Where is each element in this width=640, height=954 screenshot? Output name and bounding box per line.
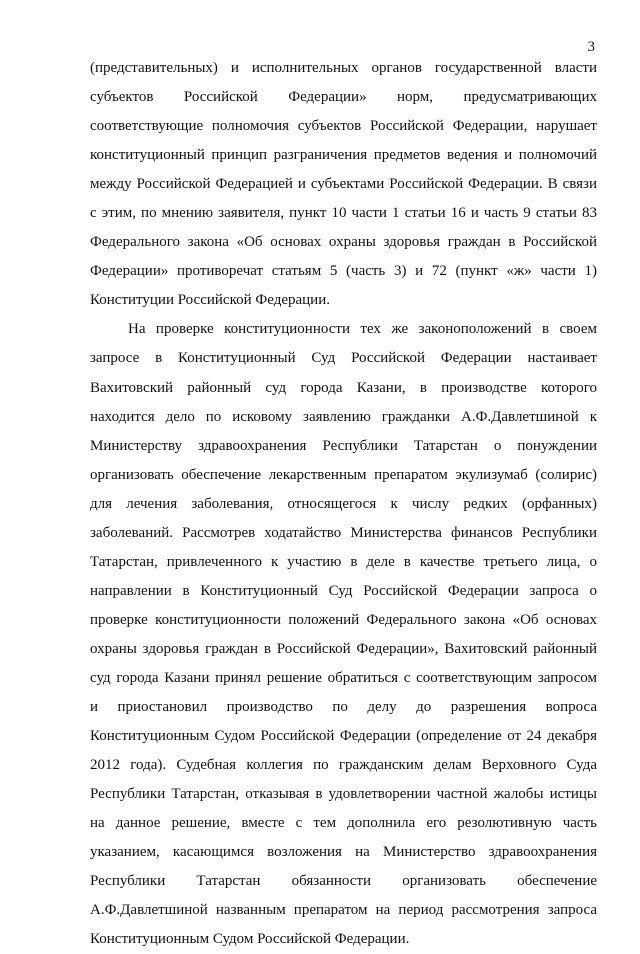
text-line: Татарстан, привлеченного к участию в деле в качестве третьего лица, о [90, 553, 597, 570]
text-line: соответствующие полномочия субъектов Российской Федерации, нарушает [90, 118, 597, 135]
text-line: 2012 года). Судебная коллегия по гражданским делам Верховного Суда [90, 757, 597, 774]
text-line: направлении в Конституционный Суд Российской Федерации запроса о [90, 582, 597, 599]
document-body [90, 54, 597, 954]
text-line: на данное решение, вместе с тем дополнила его резолютивную часть [90, 815, 597, 832]
text-line: Министерству здравоохранения Республики Татарстан о понуждении [90, 437, 597, 454]
text-line: находится дело по исковому заявлению гражданки А.Ф.Давлетшиной к [90, 408, 597, 425]
page-number: 3 [587, 39, 595, 55]
text-line: проверке конституционности положений Федерального закона «Об основах [90, 611, 597, 628]
text-line: А.Ф.Давлетшиной названным препаратом на период рассмотрения запроса [90, 902, 597, 919]
text-line: суд города Казани принял решение обратиться с соответствующим запросом [90, 669, 597, 686]
text-line: с этим, по мнению заявителя, пункт 10 части 1 статьи 16 и часть 9 статьи 83 [90, 205, 597, 222]
text-line: Конституционным Судом Российской Федерации. [90, 931, 410, 948]
text-line: указанием, касающимся возложения на Министерство здравоохранения [90, 844, 597, 861]
text-line: Конституции Российской Федерации. [90, 292, 330, 309]
text-line: Федерального закона «Об основах охраны здоровья граждан в Российской [90, 234, 597, 251]
text-line: Федерации» противоречат статьям 5 (часть 3) и 72 (пункт «ж» части 1) [90, 263, 597, 280]
text-line: между Российской Федерацией и субъектами Российской Федерации. В связи [90, 176, 597, 193]
text-line: и приостановил производство по делу до разрешения вопроса [90, 699, 597, 716]
text-line: (представительных) и исполнительных органов государственной власти [90, 60, 597, 76]
text-line: Республики Татарстан обязанности организовать обеспечение [90, 873, 597, 890]
text-line: Конституционным Судом Российской Федерации (определение от 24 декабря [90, 728, 597, 745]
text-line: организовать обеспечение лекарственным препаратом экулизумаб (солирис) [90, 466, 597, 483]
text-line: На проверке конституционности тех же законоположений в своем [128, 321, 597, 338]
text-line: Республики Татарстан, отказывая в удовлетворении частной жалобы истицы [90, 786, 597, 803]
text-line: заболеваний. Рассмотрев ходатайство Министерства финансов Республики [90, 524, 597, 541]
text-line: субъектов Российской Федерации» норм, предусматривающих [90, 89, 597, 106]
text-line: охраны здоровья граждан в Российской Федерации», Вахитовский районный [90, 640, 597, 657]
text-line: конституционный принцип разграничения предметов ведения и полномочий [90, 147, 597, 164]
text-line: для лечения заболевания, относящегося к числу редких (орфанных) [90, 495, 597, 512]
text-line: Вахитовский районный суд города Казани, в производстве которого [90, 379, 597, 396]
text-line: запросе в Конституционный Суд Российской Федерации настаивает [90, 350, 597, 367]
